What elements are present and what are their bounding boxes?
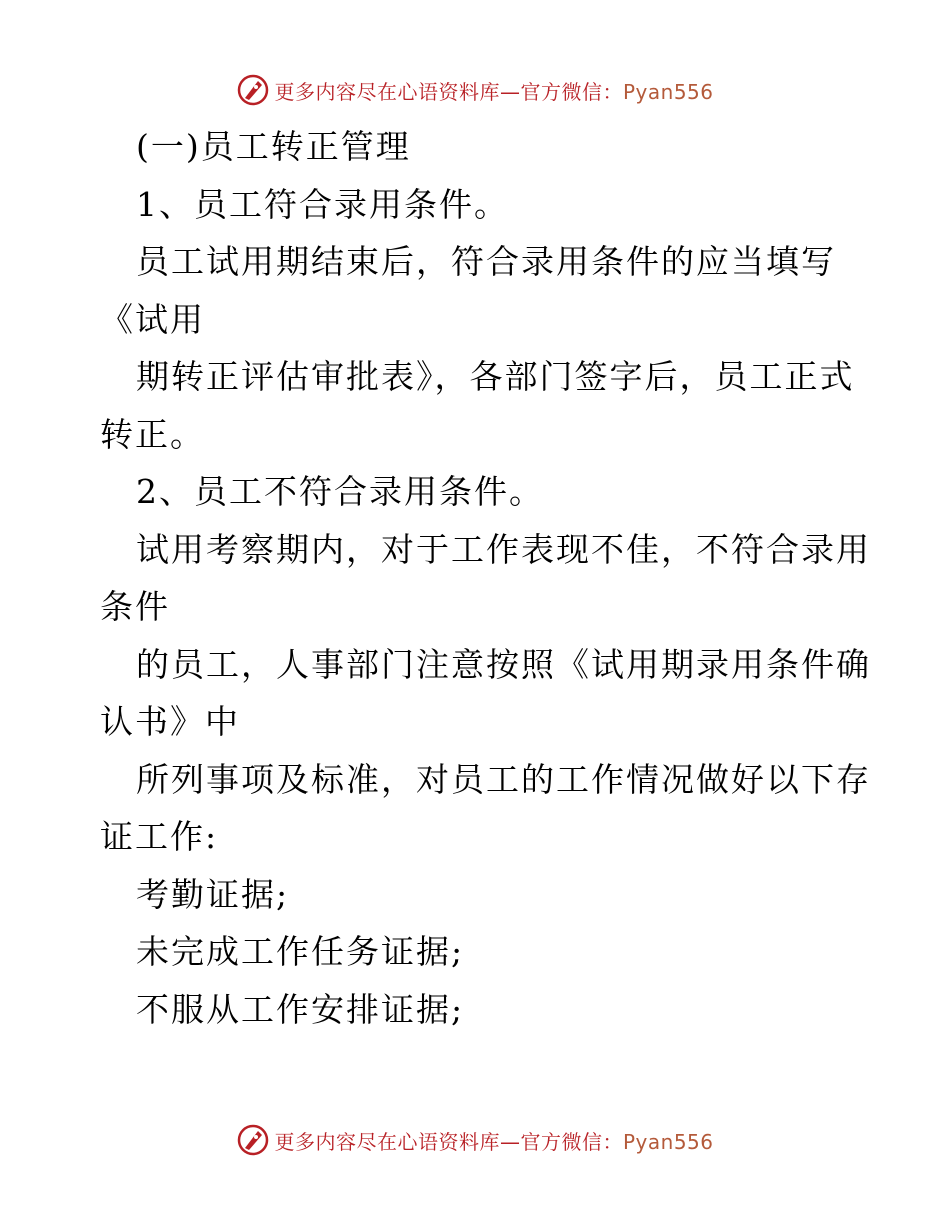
header-banner	[0, 70, 950, 110]
paragraph-line: 2、员工不符合录用条件。	[136, 472, 544, 511]
footer-banner	[0, 1120, 950, 1160]
list-item: 未完成工作任务证据;	[136, 932, 465, 971]
document-body	[100, 118, 871, 1038]
paragraph-line: 试用考察期内，对于工作表现不佳，不符合录用	[136, 529, 871, 569]
paragraph-line: 证工作:	[100, 817, 219, 856]
paragraph-line: 的员工，人事部门注意按照《试用期录用条件确	[136, 644, 871, 684]
wechat-account: Pyan556	[622, 1129, 714, 1154]
list-item: 不服从工作安排证据;	[136, 989, 465, 1029]
header-banner-text: 更多内容尽在心语资料库—官方微信：Pyan556	[274, 79, 714, 104]
paragraph-line: 认书》中	[100, 702, 240, 741]
pen-nib-logo-icon	[236, 1123, 270, 1157]
paragraph-line: 所列事项及标准，对员工的工作情况做好以下存	[136, 759, 871, 799]
paragraph-line: 转正。	[100, 414, 205, 454]
footer-banner-text: 更多内容尽在心语资料库—官方微信：Pyan556	[274, 1129, 714, 1154]
paragraph-line: 1、员工符合录用条件。	[136, 184, 509, 224]
pen-nib-logo-icon	[236, 73, 270, 107]
wechat-account: Pyan556	[622, 79, 714, 104]
section-heading: (一)员工转正管理	[136, 127, 411, 166]
paragraph-line: 员工试用期结束后，符合录用条件的应当填写	[136, 242, 836, 281]
list-item: 考勤证据;	[136, 874, 290, 914]
paragraph-line: 期转正评估审批表》，各部门签字后，员工正式	[136, 357, 855, 396]
paragraph-line: 条件	[100, 587, 170, 626]
paragraph-line: 《试用	[100, 299, 205, 339]
